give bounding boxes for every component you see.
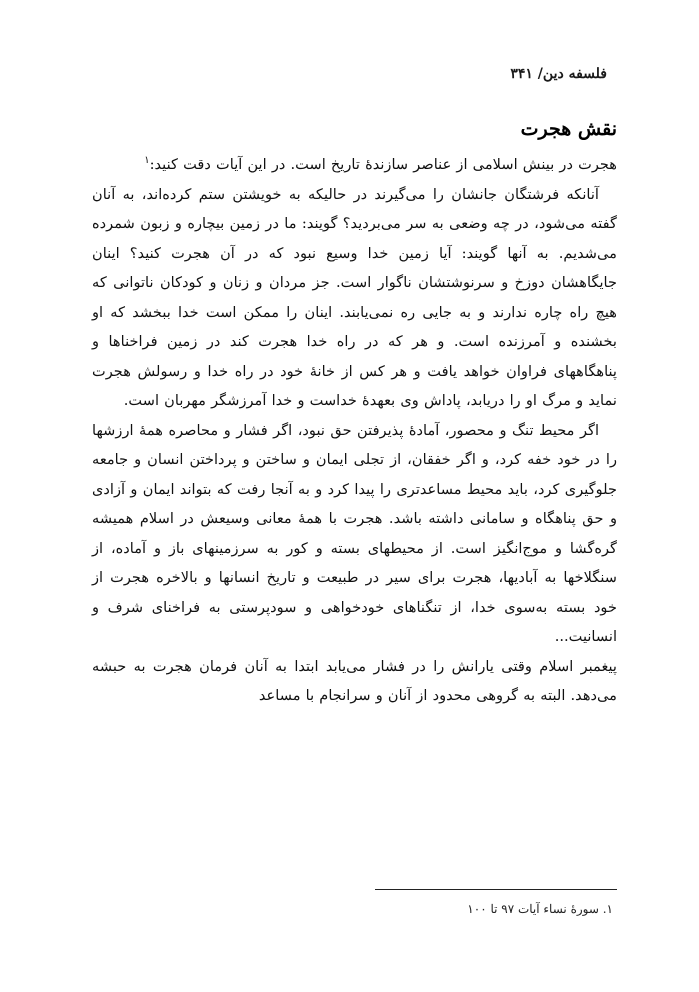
running-header: فلسفه دین/ ۳۴۱ [510, 66, 607, 82]
body-text [92, 150, 617, 711]
section-title: نقش هجرت [520, 118, 617, 140]
paragraph-1-text: هجرت در بینش اسلامی از عناصر سازندهٔ تاریخ است. در این آیات دقت کنید: [149, 156, 617, 173]
paragraph-2: آنانکه فرشتگان جانشان را می‌گیرند در حالیکه به خویشتن ستم کرده‌اند، به آنان گفته می‌شود، در چه وضعی به سر می‌بردید؟ گویند: ما در زمین بیچاره و زبون شمرده می‌شدیم. به آنها گویند: آیا زمین خدا وسیع نبود که در آن هجرت کنید؟ اینان جایگاهشان دوزخ و سرنوشتشان ناگوار است. جز مردان و زنان و کودکان ناتوانی که هیچ راه چاره ندارند و به جایی ره نمی‌یابند. اینان را ممکن است خدا ببخشد که او بخشنده و آمرزنده است. و هر که در راه خدا هجرت کند در زمین فراخناها و پناهگاههای فراوان خواهد یافت و هر کس از خانهٔ خود در راه خدا و رسولش هجرت نماید و مرگ او را دریابد، پاداش وی بعهدهٔ خداست و خدا آمرزشگر مهربان است. [92, 185, 617, 409]
footnote-marker: ۱ [144, 155, 150, 167]
paragraph-1 [92, 150, 617, 180]
footnote-divider [375, 889, 617, 890]
paragraph-3: اگر محیط تنگ و محصور، آمادهٔ پذیرفتن حق نبود، اگر فشار و محاصره همهٔ ارزشها را در خود خفه کرد، و اگر خفقان، از تجلی ایمان و ساختن و پرداختن انسان و جامعه جلوگیری کرد، باید محیط مساعدتری را پیدا کرد و به آنجا رفت که بتواند ایمان و آزادی و حق پناهگاه و سامانی داشته باشد. هجرت با همهٔ معانی وسیعش در اسلام همیشه گره‌گشا و موج‌انگیز است. از محیطهای بسته و کور به سرزمینهای باز و آماده، از سنگلاخها به آبادیها، هجرت برای سیر در طبیعت و تاریخ انسانها و بالاخره هجرت از خود بسته به‌سوی خدا، از تنگناهای خودخواهی و سودپرستی به فراخنای شرف و انسانیت... [92, 421, 617, 645]
paragraph-4: پیغمبر اسلام وقتی یارانش را در فشار می‌یابد ابتدا به آنان فرمان هجرت به حبشه می‌دهد. البته به گروهی محدود از آنان و سرانجام با مساعد [92, 657, 617, 704]
footnote: ۱. سورهٔ نساء آیات ۹۷ تا ۱۰۰ [467, 902, 613, 916]
